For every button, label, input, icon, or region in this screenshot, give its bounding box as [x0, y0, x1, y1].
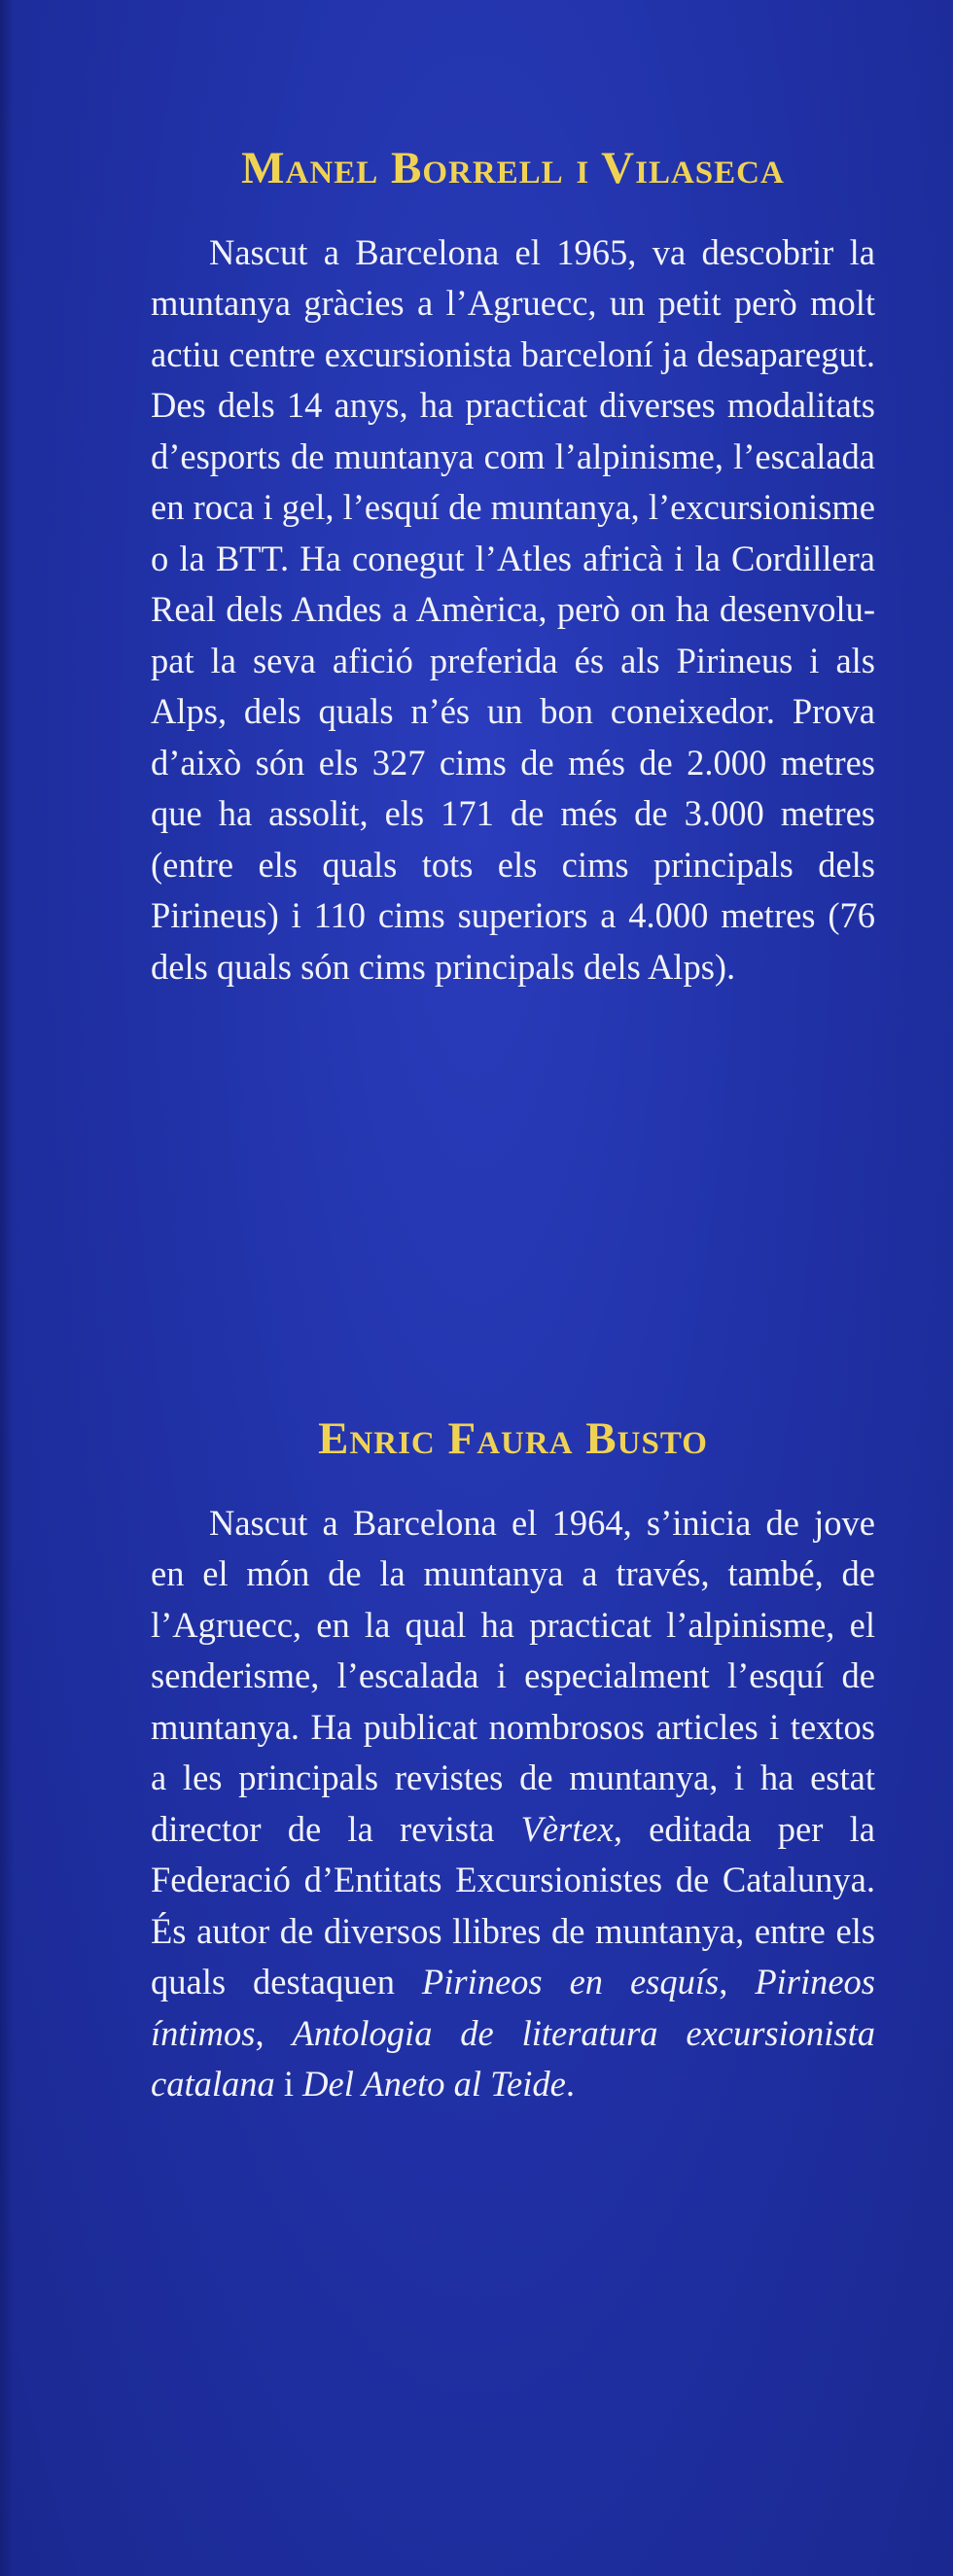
author-bio-borrell	[151, 144, 875, 992]
separator: ,	[255, 2012, 293, 2053]
author-bio-paragraph	[151, 1498, 875, 2110]
author-name-heading: Enric Faura Busto	[318, 1413, 708, 1464]
author-bio-paragraph: Nascut a Barcelona el 1965, va descobrir la muntanya gràcies a l’Agruecc, un petit però molt actiu centre excursionista barceloní ja desaparegut. Des dels 14 anys, ha practicat diverses modalitats d’esports de muntanya com l’alpinisme, l’escalada en roca i gel, l’esquí de muntanya, l’excursionisme o la BTT. Ha conegut l’Atles africà i la Cordillera Real dels Andes a Amèrica, però on ha desenvolupat la seva afició preferida és als Pirineus i als Alps, dels quals n’és un bon coneixedor. Prova d’això són els 327 cims de més de 2.000 metres que ha assolit, els 171 de més de 3.000 metres (entre els quals tots els cims principals dels Pirineus) i 110 cims superiors a 4.000 metres (76 dels quals són cims principals dels Alps).	[151, 231, 875, 987]
author-bio-faura	[151, 1414, 875, 2110]
bio-text-end: .	[565, 2064, 575, 2105]
bio-text-middle: , editada per la Federació d’Entitats Excursionistes de Catalunya. És autor de diversos llibres de muntanya, entre els quals destaquen	[151, 1808, 875, 2002]
book-title: Pirineos en esquís	[421, 1962, 720, 2002]
author-name-heading: Manel Borrell i Vilaseca	[241, 143, 785, 193]
book-title: Antologia de literatura excursionista catalana	[151, 2012, 876, 2105]
book-title: Del Aneto al Teide	[302, 2064, 566, 2105]
bio-text-intro: Nascut a Barcelona el 1964, s’inicia de jove en el món de la muntanya a través, també, de l’Agruecc, en la qual ha practicat l’alpinisme, el senderisme, l’escalada i especialment l’esquí de muntanya. Ha publicat nombrosos articles i textos a les principals revistes de muntanya, i ha estat director de la revista	[151, 1502, 875, 1849]
book-title: Pirineos íntimos	[151, 1962, 876, 2053]
separator: ,	[719, 1962, 756, 2002]
magazine-title: Vèrtex	[520, 1808, 614, 1849]
separator: i	[274, 2064, 303, 2105]
flap-edge-shadow	[0, 0, 14, 2576]
